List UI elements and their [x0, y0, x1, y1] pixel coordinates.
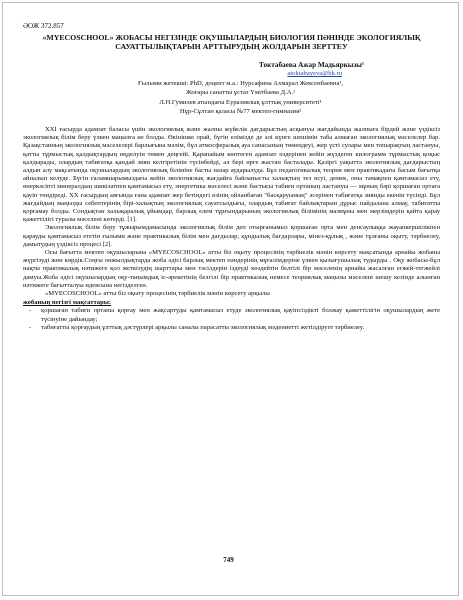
affiliation-line: Л.Н.Гумилев атындағы Еуразиялық ұлттық университеті¹: [159, 98, 322, 106]
udk-code: ӘОЖ 372.857: [23, 22, 64, 30]
affiliation-line: Нұр-Сұлтан қаласы №77 мектеп-гимназия²: [179, 108, 302, 116]
dash-bullet: -: [29, 323, 32, 331]
page-number: 749: [223, 556, 234, 564]
paragraph: XXI ғасырда адамзат баласы үшін экологиялық және жалпы жүйелік дағдарыстың асқынуы жағдайында жалпыға бірдей және үздіксіз экологиялық білім беру үлкен маңызға ие болды. Өкінішке орай, бүгін еліміздe де әлі күнге шешімін таба алмаған экологиялық мәселелер бар. Қазақстанның экологиялық мәселелері барлығына мәлім, бұл атмосфералық ауа сапасының төмендеуі, жер үсті сулары мен топырақтың ластануы, қатты тұрмыстық қалдықтардың өңделуін төмен деңгейі. Қарапайым көптеген адамзат өздерінен кейін жүздеген килограмм тұрмыстық қоқыс қалдырады, олардың табиғатқа қандай зиян келтіретінін түсінбейді, ал бері өрге жастан басталады. Қазіргі уақытта экологиялық дағдарыстың алдын алу мақсатында оқушылардың экологиялық біліміне басты назар аударылуда. Бұл педагогикалық теория мен практикадағы басым бағытқа айналып келуде. Бүгін ғаламшарымыздағы кейін экологиялық жағдайға байланысты халықтың тез өсуі, демек, оны тамақпен қамтамасыз ету, өнеркәсіпті минералдың шикізатпен қамтамасыз ету, энергетика мәселесі және бастысы табиғи ортаның ластануы — мұның бәрі қоршаған ортаға қауіп төндіреді. XX ғасырдың аяғында ғана адамзат жер бетіндегі өзінің ойланбаған "басқаруының" әсерінен табиғатқа зиянды екенін түсінді. Бұл жағдайдың маңызды себептерінің бірі-халықтың экологиялық сауатсыздығы, олардың табиғат байлықтарын дұрыс пайдалана алмау, табиғатты қорғамау болды. Сондықтан халықаралық ұйымдар, барлық елем тұрғындарының экологиялық білімінің мазмұны мен мерзімдерін қайта қарау қажеттілігі туралы мәселені көтерді. [1].: [23, 125, 440, 224]
affiliations: [41, 79, 440, 117]
paragraph: «MYECOSCHOOL» атты біз оқыту процесінің тәрбиелік мәнін көрсету арқылы: [45, 290, 270, 298]
requirements-heading: жобаның негізгі мақсаттары:: [23, 299, 112, 307]
dash-bullet: -: [29, 307, 32, 315]
list-item-text: қоршаған табиғи ортаны қорғау мен жақсартуды қамтамасыз етуде экологиялық қауіпсіздікті болжау қажеттілігін оқушылардың жете түсінуіне дайындау;: [41, 307, 440, 323]
list-item: [23, 307, 440, 323]
author-name: Токтабаева Ажар Мадьяркызы¹: [259, 61, 364, 70]
author-email-link[interactable]: atoktabayeva@bk.ru: [287, 70, 342, 78]
requirements-list: [23, 307, 440, 332]
list-item: [23, 324, 440, 332]
list-item-text: табиғатты қорғаудың ұлттық дәстүрлері арқылы саналы парасатты экологиялық мәдениетті жетілдіруге тәрбиелеу.: [41, 323, 365, 331]
paragraph: Осы бағытта мектеп оқушыларына «MYECOSCHOOL» атты біз оқыту процесінің тәрбиелік мәнін көрсету мақсатында арнайы жобаны жүргізуді жөн көрдік.Соңғы онжылдықтарда жоба әдісі барлық мектеп пәндерінің мұғалімдеріне үлкен қызығушылық тудырды . Оқу жобасы-бұл нақты практикалық нәтижеге қол жеткізудің шарттары мен тәсілдерін іздеуді көздейтін белгілі бір мәселенің арнайы жасалған егжей-тегжейлі дамуы.Жоба әдісі оқушылардың оқу-танымдық іс-әрекетінің белгілі бір практикалық немесе теориялық маңызы мәселені шешу кезінде алынған нәтижеге бағытталуы идеясына негізделген.: [23, 249, 440, 289]
body-text: [23, 126, 440, 332]
affiliation-line: Ғылыми жетекші: PhD, доцент м.а.: Нурсафина Ахмарал Жексенбаевна¹,: [137, 79, 344, 87]
article-title: «MYECOSCHOOL» ЖОБАСЫ НЕГІЗІНДЕ ОҚУШЫЛАРДЫҢ БИОЛОГИЯ ПӘНІНДЕ ЭКОЛОГИЯЛЫҚ САУАТТЫЛЫҚТАРЫН АРТТЫРУДЫҢ ЖОЛДАРЫН ЗЕРТТЕУ: [42, 33, 421, 52]
affiliation-line: Жоғары санатты ұстаз Үмітбаева Д.А.²: [185, 89, 296, 97]
paragraph: Экологиялық білім беру тұжырымдамасында экологиялық білім деп отырғанымыз қоршаған орта мен денсаулыққа жауапкершілікпен қарауды қамтамасыз ететін ғылыми және практикалық білім мен дағдылар, құндылық бағдарлары, мінез-құлық , және тұлғаны оқыту, тәрбиелеу, дамытудың үздіксіз процесі [2].: [23, 224, 440, 248]
document-page: [23, 22, 440, 332]
